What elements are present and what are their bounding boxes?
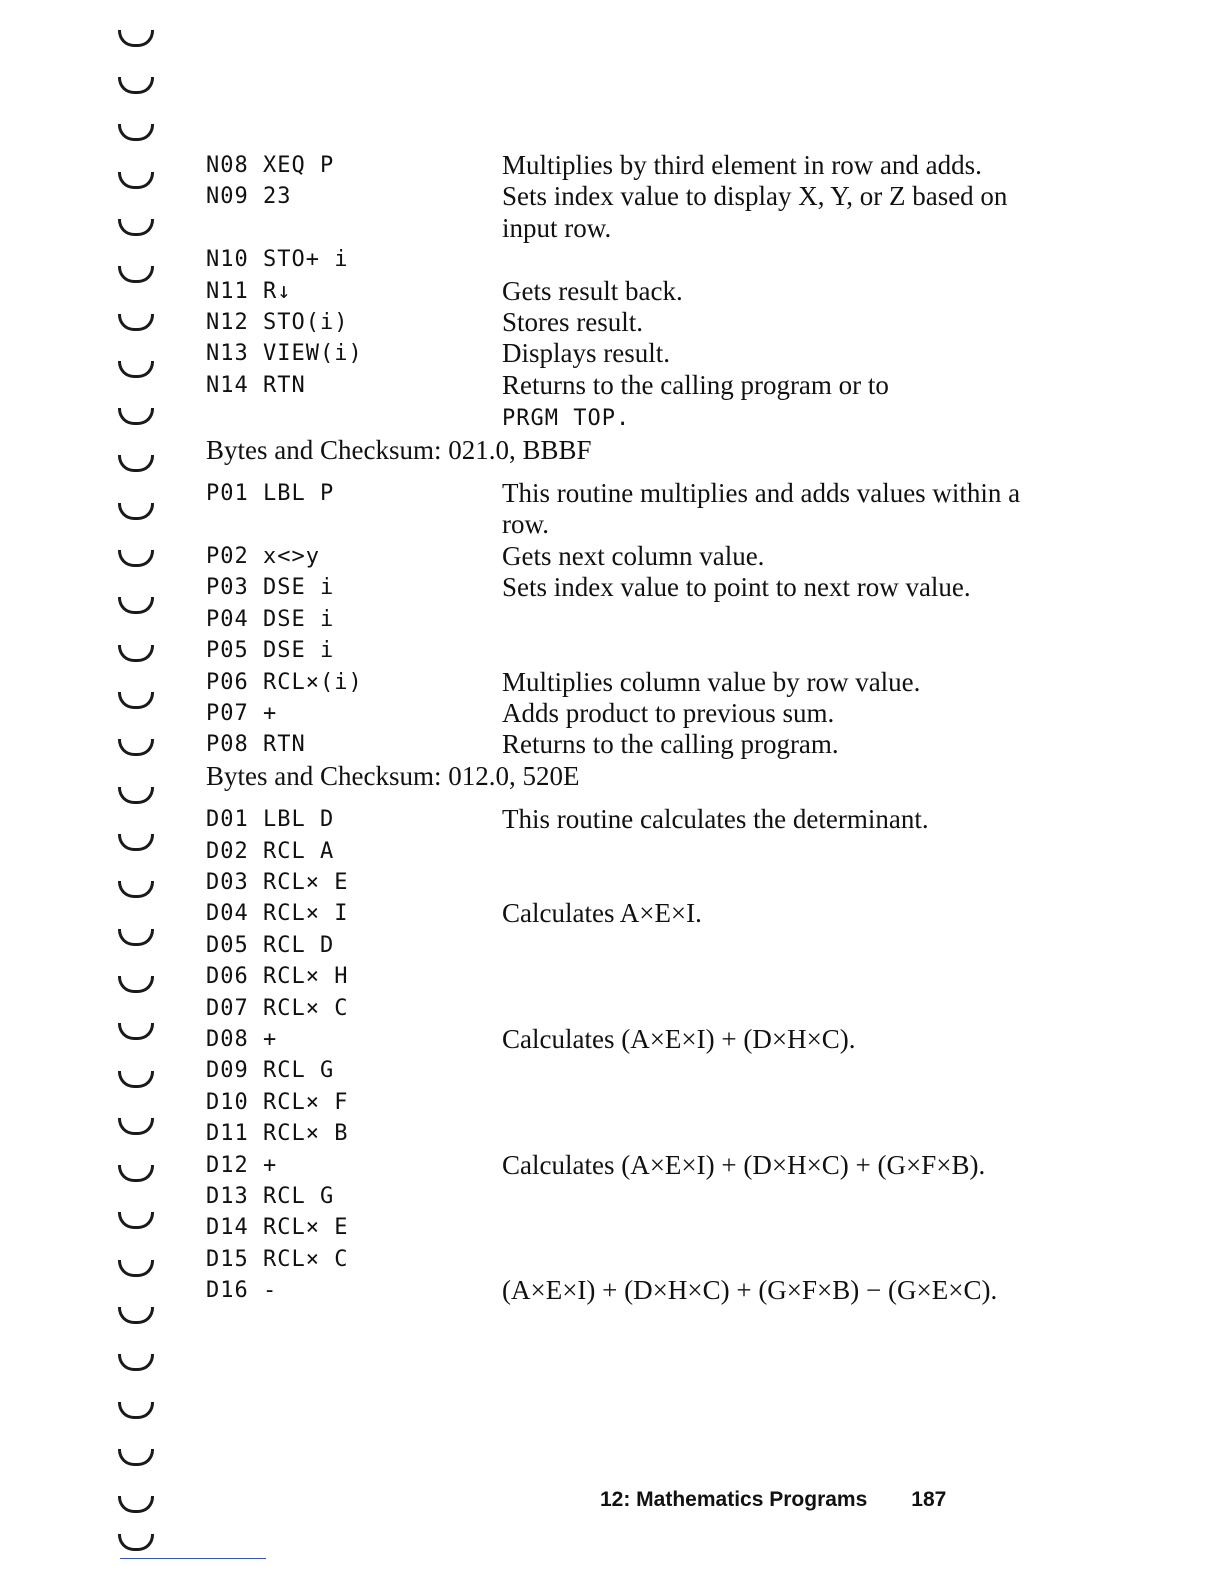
- binding-ring-icon: [118, 503, 154, 520]
- line-description-text: Returns to the calling program or to: [502, 369, 889, 400]
- program-line: N14 RTN: [206, 372, 306, 398]
- listing-row: [206, 1275, 1036, 1306]
- line-description: (A×E×I) + (D×H×C) + (G×F×B) − (G×E×C).: [502, 1275, 998, 1306]
- routine-d-section: [206, 804, 1036, 1307]
- binding-ring-icon: [118, 1496, 154, 1513]
- binding-ring-icon: [118, 1118, 154, 1135]
- listing-row: [206, 698, 1036, 729]
- binding-ring-icon: [118, 408, 154, 425]
- bytes-checksum: Bytes and Checksum: 021.0, BBBF: [206, 434, 592, 465]
- binding-ring-icon: [118, 124, 154, 141]
- program-line: D02 RCL A: [206, 838, 335, 864]
- binding-ring-icon: [118, 1165, 154, 1182]
- listing-row: [206, 541, 1036, 572]
- listing-row: [206, 1244, 1036, 1275]
- program-line: N11 R↓: [206, 278, 292, 304]
- line-description: Stores result.: [502, 307, 643, 338]
- binding-ring-icon: [118, 172, 154, 189]
- listing-row: [206, 307, 1036, 338]
- prgm-top-label: PRGM TOP.: [502, 406, 631, 432]
- program-line: D04 RCL× I: [206, 901, 349, 927]
- listing-row: [206, 478, 1036, 541]
- program-line: P08 RTN: [206, 732, 306, 758]
- listing-row: [206, 1024, 1036, 1055]
- bytes-checksum: Bytes and Checksum: 012.0, 520E: [206, 760, 580, 791]
- listing-row: [206, 898, 1036, 929]
- line-description: Calculates (A×E×I) + (D×H×C).: [502, 1023, 856, 1054]
- program-line: D10 RCL× F: [206, 1089, 349, 1115]
- line-description: Displays result.: [502, 338, 670, 369]
- listing-row: [206, 804, 1036, 835]
- binding-ring-icon: [118, 219, 154, 236]
- program-line: D06 RCL× H: [206, 964, 349, 990]
- listing-row: [206, 667, 1036, 698]
- listing-row: [206, 1181, 1036, 1212]
- binding-ring-icon: [118, 1307, 154, 1324]
- binding-ring-icon: [118, 834, 154, 851]
- line-description: Multiplies by third element in row and adds.: [502, 150, 982, 180]
- listing-row: [206, 338, 1036, 369]
- line-description: Gets result back.: [502, 275, 683, 306]
- binding-ring-icon: [118, 1260, 154, 1277]
- binding-ring-icon: [118, 455, 154, 472]
- line-description: Gets next column value.: [502, 540, 765, 571]
- binding-ring-icon: [118, 739, 154, 756]
- routine-n-section: [206, 150, 1036, 466]
- binding-ring-icon: [118, 77, 154, 94]
- binding-ring-icon: [118, 266, 154, 283]
- binding-ring-icon: [118, 361, 154, 378]
- page-footer: [600, 1488, 946, 1512]
- listing-row: [206, 635, 1036, 666]
- routine-p-section: [206, 478, 1036, 792]
- listing-row: [206, 370, 1036, 435]
- listing-row: [206, 150, 1036, 181]
- binding-ring-icon: [118, 787, 154, 804]
- listing-row: [206, 1055, 1036, 1086]
- program-line: P01 LBL P: [206, 481, 335, 507]
- line-description: Sets index value to display X, Y, or Z based on input row.: [502, 181, 1008, 243]
- program-line: D14 RCL× E: [206, 1215, 349, 1241]
- binding-ring-icon: [118, 1534, 154, 1551]
- program-line: P02 x<>y: [206, 543, 320, 569]
- binding-ring-icon: [118, 597, 154, 614]
- listing-row: [206, 276, 1036, 307]
- listing-row: [206, 1212, 1036, 1243]
- listing-row: [206, 181, 1036, 244]
- program-line: P03 DSE i: [206, 575, 335, 601]
- binding-ring-icon: [118, 1449, 154, 1466]
- line-description: Sets index value to point to next row value.: [502, 572, 971, 603]
- program-line: P07 +: [206, 700, 278, 726]
- line-description: Multiplies column value by row value.: [502, 666, 921, 697]
- line-description: [502, 370, 1036, 435]
- listing-row: [206, 729, 1036, 760]
- binding-ring-icon: [118, 314, 154, 331]
- program-line: N10 STO+ i: [206, 247, 349, 273]
- listing-row: [206, 867, 1036, 898]
- program-line: D15 RCL× C: [206, 1246, 349, 1272]
- line-description: Calculates (A×E×I) + (D×H×C) + (G×F×B).: [502, 1149, 986, 1180]
- binding-ring-icon: [118, 929, 154, 946]
- line-description: Returns to the calling program.: [502, 729, 839, 760]
- binding-ring-icon: [118, 1402, 154, 1419]
- program-line: D01 LBL D: [206, 807, 335, 833]
- program-line: D07 RCL× C: [206, 995, 349, 1021]
- program-line: N13 VIEW(i): [206, 341, 363, 367]
- binding-ring-icon: [118, 30, 154, 47]
- listing-row: [206, 604, 1036, 635]
- listing-row: [206, 1118, 1036, 1149]
- listing-row: [206, 1087, 1036, 1118]
- program-line: D11 RCL× B: [206, 1121, 349, 1147]
- program-line: D13 RCL G: [206, 1184, 335, 1209]
- binding-ring-icon: [118, 645, 154, 662]
- program-line: D16 -: [206, 1278, 278, 1304]
- binding-ring-icon: [118, 1354, 154, 1371]
- line-description: This routine multiplies and adds values within a row.: [502, 478, 1021, 540]
- program-listing: [206, 150, 1036, 1307]
- program-line: N12 STO(i): [206, 310, 349, 336]
- binding-ring-icon: [118, 881, 154, 898]
- program-line: D05 RCL D: [206, 932, 335, 958]
- binding-ring-icon: [118, 976, 154, 993]
- listing-row: [206, 836, 1036, 867]
- program-line: D12 +: [206, 1152, 278, 1178]
- program-line: P05 DSE i: [206, 638, 335, 664]
- binding-ring-icon: [118, 550, 154, 567]
- spiral-binding: [112, 22, 160, 1562]
- listing-row: [206, 961, 1036, 992]
- line-description: This routine calculates the determinant.: [502, 804, 929, 835]
- listing-row: [206, 572, 1036, 603]
- program-line: N08 XEQ P: [206, 153, 335, 178]
- listing-row: [206, 993, 1036, 1024]
- page-number: 187: [911, 1488, 947, 1511]
- chapter-title: 12: Mathematics Programs: [600, 1488, 868, 1511]
- program-line: D08 +: [206, 1026, 278, 1052]
- binding-ring-icon: [118, 692, 154, 709]
- binding-ring-icon: [118, 1071, 154, 1088]
- listing-row: [206, 1150, 1036, 1181]
- program-line: P06 RCL×(i): [206, 669, 363, 695]
- line-description: Calculates A×E×I.: [502, 898, 702, 929]
- binding-ring-icon: [118, 1212, 154, 1229]
- listing-row: [206, 244, 1036, 275]
- program-line: P04 DSE i: [206, 606, 335, 632]
- binding-ring-icon: [118, 1023, 154, 1040]
- listing-row: [206, 930, 1036, 961]
- program-line: D09 RCL G: [206, 1058, 335, 1084]
- line-description: Adds product to previous sum.: [502, 697, 835, 728]
- program-line: D03 RCL× E: [206, 869, 349, 895]
- binding-rule: [120, 1558, 266, 1559]
- program-line: N09 23: [206, 184, 292, 210]
